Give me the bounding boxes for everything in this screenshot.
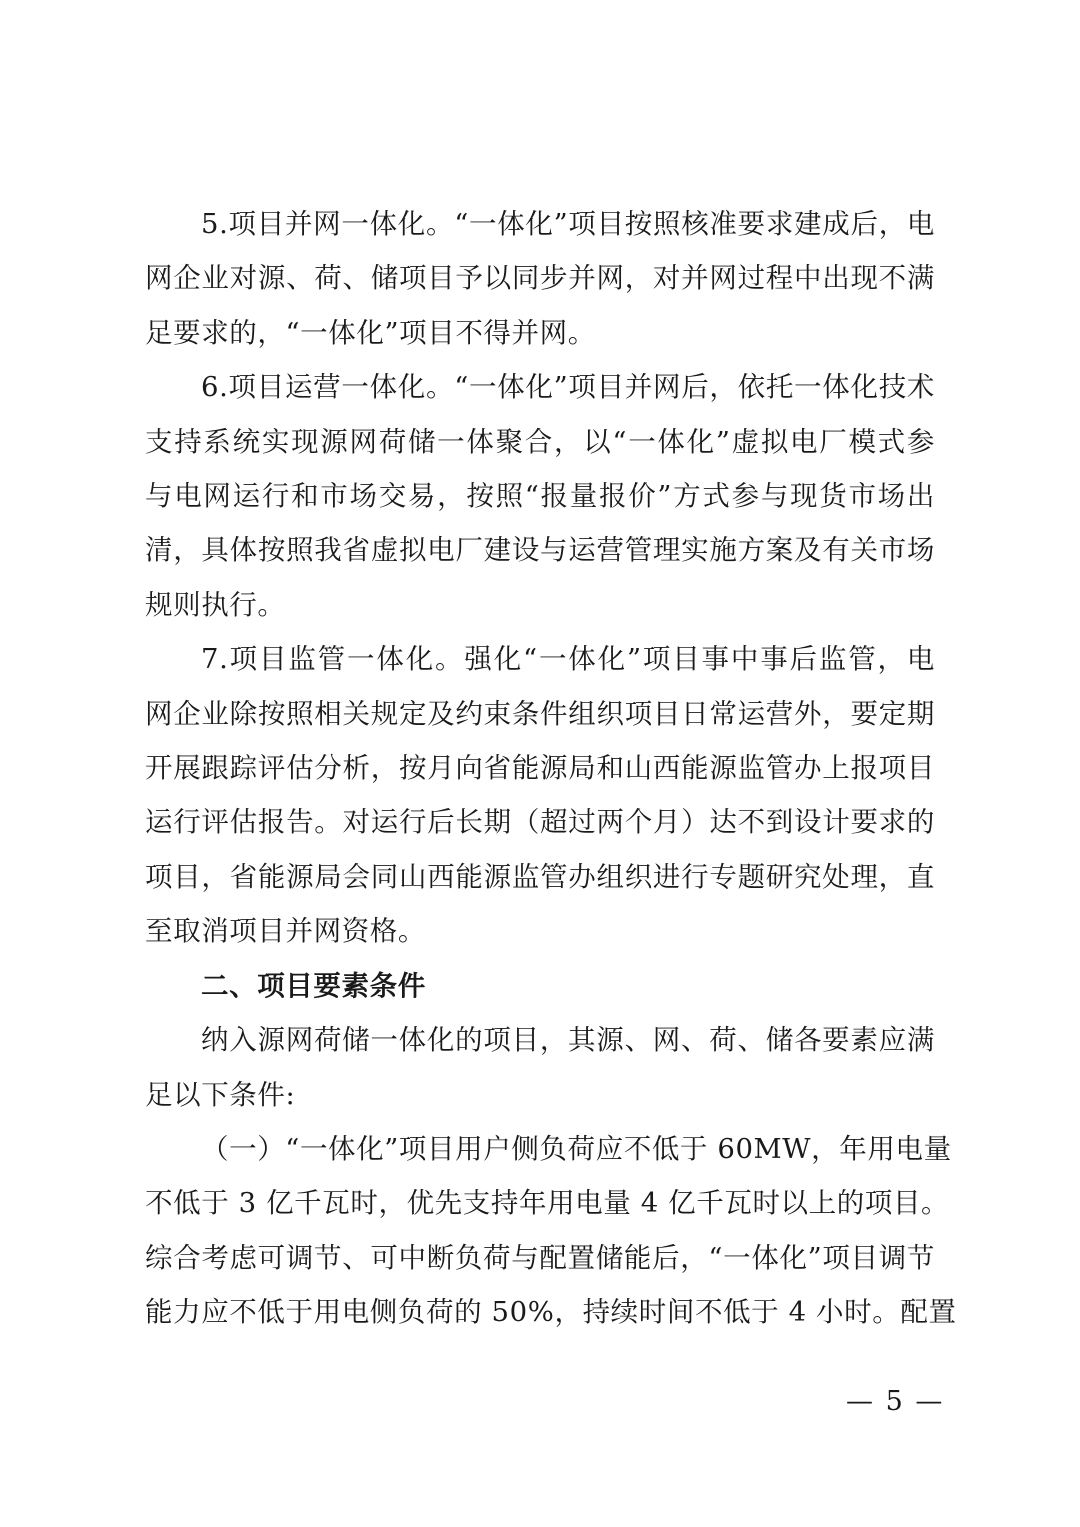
paragraph-7-line-6: 至取消项目并网资格。 <box>145 915 426 948</box>
paragraph-7-line-2: 网企业除按照相关规定及约束条件组织项目日常运营外，要定期 <box>145 697 935 730</box>
document-body <box>145 197 957 1340</box>
section-heading: 二、项目要素条件 <box>201 969 426 1002</box>
clause-1-line-1: （一）“一体化”项目用户侧负荷应不低于 60MW，年用电量 <box>201 1132 952 1165</box>
paragraph-6-line-4: 清，具体按照我省虚拟电厂建设与运营管理实施方案及有关市场 <box>145 534 935 567</box>
paragraph-7-line-3: 开展跟踪评估分析，按月向省能源局和山西能源监管办上报项目 <box>145 752 935 785</box>
paragraph-7-line-1: 7.项目监管一体化。强化“一体化”项目事中事后监管，电 <box>201 643 935 676</box>
paragraph-7-line-5: 项目，省能源局会同山西能源监管办组织进行专题研究处理，直 <box>145 860 935 893</box>
clause-1-line-2: 不低于 3 亿千瓦时，优先支持年用电量 4 亿千瓦时以上的项目。 <box>145 1187 950 1220</box>
page-number: — 5 — <box>846 1386 945 1417</box>
clause-1-line-4: 能力应不低于用电侧负荷的 50%，持续时间不低于 4 小时。配置 <box>145 1296 957 1329</box>
paragraph-6-line-2: 支持系统实现源网荷储一体聚合，以“一体化”虚拟电厂模式参 <box>145 425 935 458</box>
paragraph-6-line-1: 6.项目运营一体化。“一体化”项目并网后，依托一体化技术 <box>201 371 935 404</box>
paragraph-6-line-5: 规则执行。 <box>145 588 286 621</box>
paragraph-5-line-3: 足要求的，“一体化”项目不得并网。 <box>145 316 596 349</box>
paragraph-6-line-3: 与电网运行和市场交易，按照“报量报价”方式参与现货市场出 <box>145 480 935 513</box>
intro-paragraph-line-1: 纳入源网荷储一体化的项目，其源、网、荷、储各要素应满 <box>201 1024 935 1057</box>
clause-1-line-3: 综合考虑可调节、可中断负荷与配置储能后，“一体化”项目调节 <box>145 1241 935 1274</box>
paragraph-5-line-2: 网企业对源、荷、储项目予以同步并网，对并网过程中出现不满 <box>145 262 935 295</box>
paragraph-5-line-1: 5.项目并网一体化。“一体化”项目按照核准要求建成后，电 <box>201 208 935 240</box>
paragraph-7-line-4: 运行评估报告。对运行后长期（超过两个月）达不到设计要求的 <box>145 806 935 839</box>
intro-paragraph-line-2: 足以下条件: <box>145 1078 296 1111</box>
